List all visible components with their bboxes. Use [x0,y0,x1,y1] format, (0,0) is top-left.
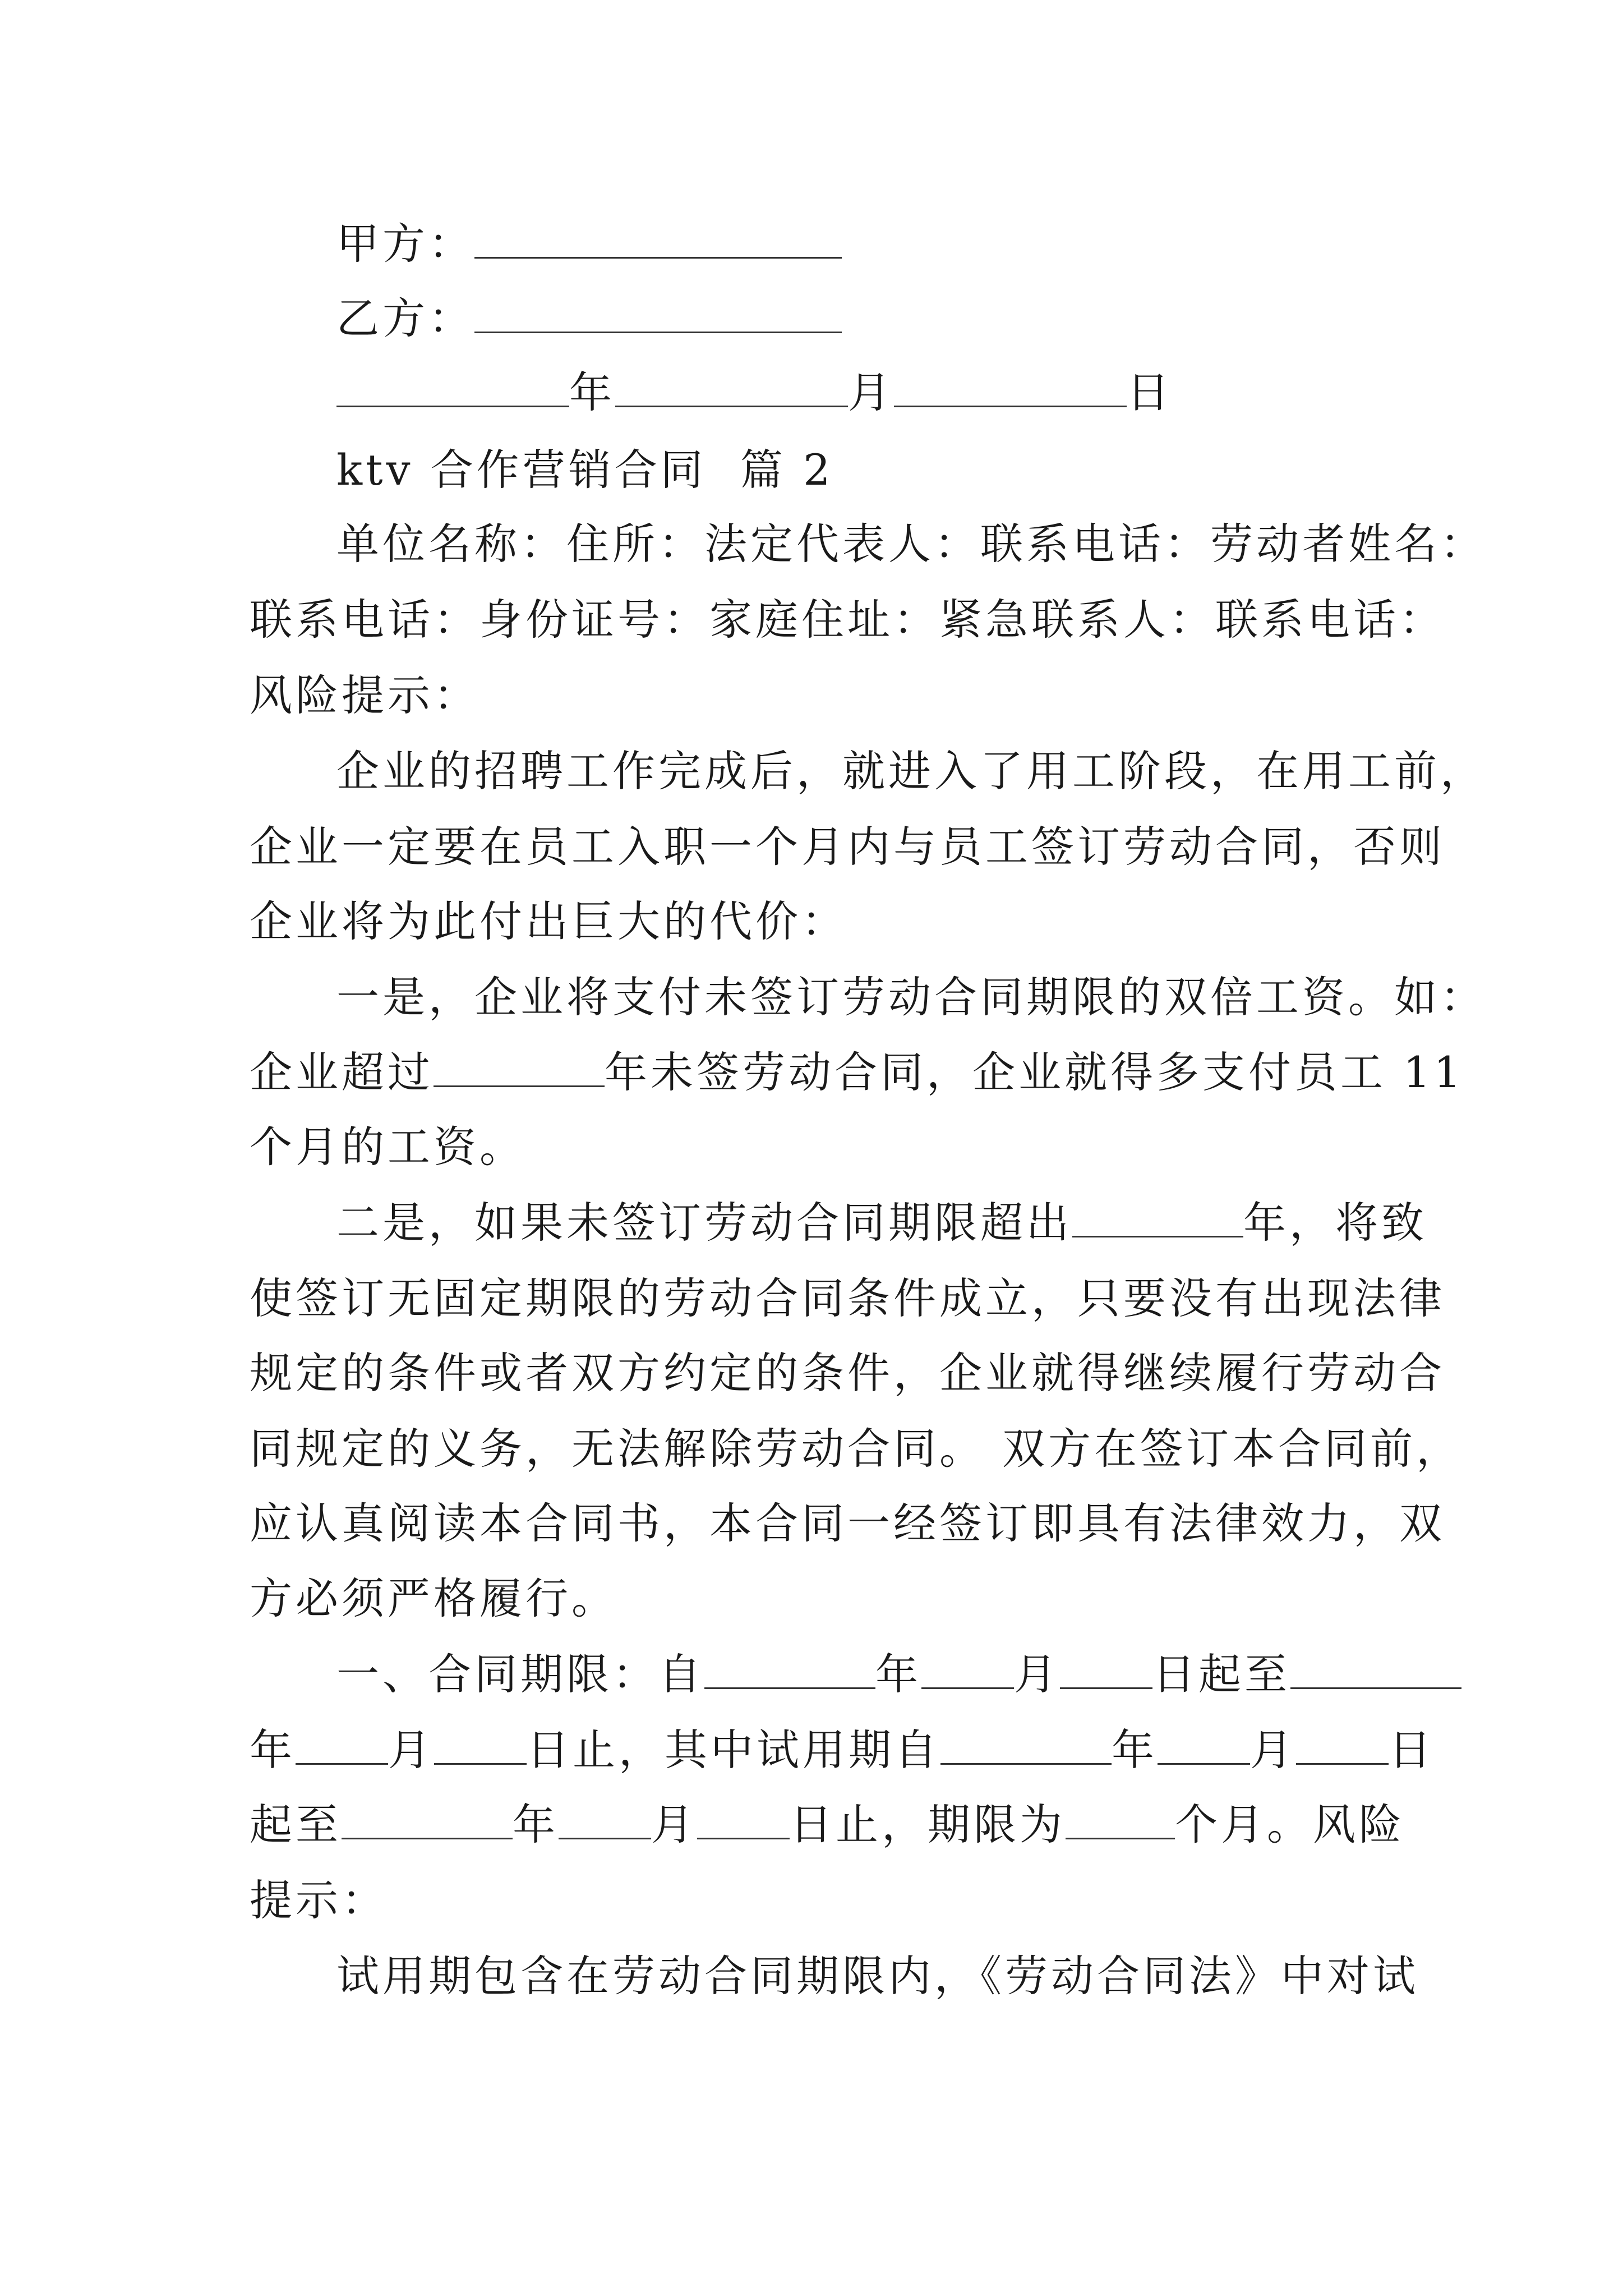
date-month-blank [615,372,848,407]
text-segment: 一、合同期限：自 [336,1649,704,1699]
text-segment: 月 [651,1800,697,1849]
text-segment: 年 [513,1800,559,1849]
text-segment: 日止，其中试用期自 [527,1725,940,1775]
date-day-blank [894,372,1127,407]
text-line [0,1195,1623,1251]
fill-blank [342,1804,513,1839]
fill-blank [940,1729,1112,1765]
fill-blank [704,1654,875,1689]
text-segment: 年 [1112,1725,1158,1775]
text-line: 企业的招聘工作完成后，就进入了用工阶段，在用工前， [336,746,1486,796]
text-segment: 月 [388,1725,434,1775]
text-line: 单位名称：住所：法定代表人：联系电话：劳动者姓名： [336,519,1486,569]
text-line [0,1646,1623,1703]
date-month-label: 月 [848,367,894,417]
fill-blank [1158,1729,1250,1765]
text-segment: 年未签劳动合同，企业就得多支付员工 11 [605,1047,1464,1097]
section-heading: ktv 合作营销合同 篇 2 [336,445,834,495]
text-segment: 个月。风险 [1175,1800,1405,1849]
fill-blank [434,1052,605,1087]
text-line [0,1722,1623,1778]
fill-blank [1290,1654,1461,1689]
text-segment: 二是，如果未签订劳动合同期限超出 [336,1198,1072,1248]
text-line: 同规定的义务，无法解除劳动合同。 双方在签订本合同前， [250,1424,1463,1474]
fill-blank [1060,1654,1152,1689]
text-segment: 月 [1014,1649,1060,1699]
text-line: 应认真阅读本合同书，本合同一经签订即具有法律效力，双 [250,1498,1445,1548]
fill-blank [1066,1804,1175,1839]
text-line: 风险提示： [250,670,479,720]
date-line [0,365,1623,421]
text-line [0,1045,1623,1101]
fill-blank [559,1804,651,1839]
text-segment: 年，将致 [1243,1198,1427,1248]
text-line: 试用期包含在劳动合同期限内，《劳动合同法》中对试 [336,1951,1419,2001]
fill-blank [434,1729,527,1765]
text-segment: 起至 [250,1800,342,1849]
text-line [0,1797,1623,1853]
text-line: 一是，企业将支付未签订劳动合同期限的双倍工资。如： [336,972,1486,1022]
text-segment: 日 [1389,1725,1435,1775]
text-segment: 日止，期限为 [790,1800,1066,1849]
party-a-blank [474,223,842,259]
text-segment: 企业超过 [250,1047,434,1097]
fill-blank [296,1729,388,1765]
text-segment: 日起至 [1152,1649,1290,1699]
party-b-label: 乙方： [336,293,474,343]
text-line: 企业一定要在员工入职一个月内与员工签订劳动合同，否则 [250,822,1445,872]
party-b-blank [474,298,842,333]
text-segment: 年 [875,1649,921,1699]
text-segment: 月 [1250,1725,1296,1775]
text-line: 企业将为此付出巨大的代价： [250,896,847,946]
fill-blank [1296,1729,1389,1765]
date-day-label: 日 [1127,367,1173,417]
text-line: 联系电话：身份证号：家庭住址：紧急联系人：联系电话： [250,595,1445,645]
party-a-label: 甲方： [336,219,474,269]
text-line: 规定的条件或者双方约定的条件，企业就得继续履行劳动合 [250,1348,1445,1398]
text-line: 使签订无固定期限的劳动合同条件成立，只要没有出现法律 [250,1273,1445,1323]
fill-blank [697,1804,790,1839]
text-line: 个月的工资。 [250,1122,525,1172]
fill-blank [1072,1202,1243,1237]
text-segment: 年 [250,1725,296,1775]
text-line: 方必须严格履行。 [250,1573,617,1623]
text-line: 提示： [250,1875,388,1925]
party-b-line [0,291,1623,347]
fill-blank [921,1654,1014,1689]
date-year-label: 年 [569,367,615,417]
date-year-blank [336,372,569,407]
party-a-line [0,216,1623,272]
